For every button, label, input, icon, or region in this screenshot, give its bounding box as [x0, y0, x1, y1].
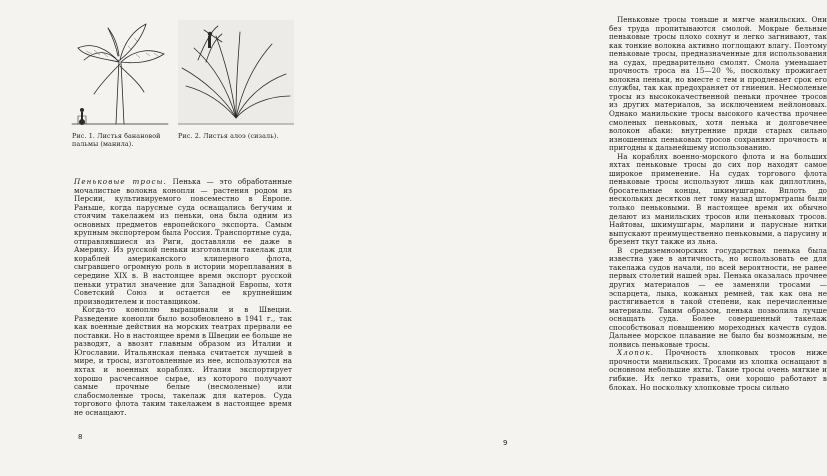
paragraph-navy-usage: На кораблях военно-морского флота и на больших яхтах пеньковые тросы до сих пор находят самое широкое применение. На судах торгового флота пеньковые тросы используют лишь как диплотлинь, бросательные концы, шкимушгары. Вплоть до нескольких десятков лет тому назад штормтрапы были только пеньковыми. В настоящее время их обычно делают из манильских тросов или пеньковых тросов. Найтовы, шкимушгары, марлини и парусные нитки выпускают преимущественно пеньковыми, а парусину и брезент ткут также из льна.: [609, 151, 827, 247]
figure-2: [178, 20, 294, 141]
paragraph-hemp-ropes: Пеньковые тросы. Пенька — это обработанные мочалистые волокна конопли — растения родом из Персии, культивируемого повсеместно в Европе. Раньше, когда парусные суда оснащались бегучим и стоячим такелажем из пеньки, она была одним из основных предметов европейского экспорта. Самым крупным экспортером была Россия. Транспортные суда, отправлявшиеся из Риги, доставляли ее даже в Америку. Из русской пеньки изготовляли такелаж для кораблей американского клиперного флота, сыгравшего огромную роль в истории мореплавания в середине XIX в. В настоящее время экспорт русской пеньки утратил значение для Западной Европы, хотя Советский Союз и остается ее крупнейшим производителем и поставщиком.: [74, 177, 292, 306]
figure-1-caption: Рис. 1. Листья банановой пальмы (манила).: [72, 132, 161, 148]
paragraph-hemp-properties: Пеньковые тросы тоньше и мягче манильских. Они без труда пропитываются смолой. Мокрые бельные пеньковые тросы плохо сохнут и легко загнивают, так как тонкие волокна активно поглощают влагу. Поэтому пеньковые тросы, предназначенные для использования на судах, предварительно смолят. Смола уменьшает прочность троса на 15—20 %, поскольку прожигает волокна пеньки, но вместе с тем и продлевает срок его службы, так как предохраняет от гниения. Несмоленые тросы из высококачественной пеньки прочнее тросов из других материалов, за исключением нейлоновых. Однако манильские тросы высокого качества прочнее смоленых пеньковых, хотя пенька и долговечнее волокон абаки: внутренние пряди старых сильно изношенных пеньковых тросов сохраняют прочность и пригодны к дальнейшему использованию.: [609, 15, 827, 153]
figure-1: [72, 20, 168, 148]
paragraph-cotton: Хлопок. Прочность хлопковых тросов ниже прочности манильских. Тросами из хлопка оснащают в основном небольшие яхты. Такие тросы очень мягкие и гибкие. Их легко травить, они хорошо работают в блоках. Но поскольку хлопковые тросы сильно: [609, 348, 827, 392]
aloe-agave-illustration: [178, 20, 294, 130]
left-page: [0, 0, 300, 476]
figure-2-caption: Рис. 2. Листья алоэ (сизаль).: [178, 132, 279, 140]
right-page: [300, 0, 827, 476]
figures-row: [72, 20, 294, 200]
right-column-text: [609, 16, 827, 392]
page-number-right: 9: [503, 439, 508, 447]
section-keyword-cotton: Хлопок.: [617, 348, 655, 358]
banana-palm-illustration: [72, 20, 168, 130]
section-keyword-hemp: Пеньковые тросы.: [74, 177, 167, 186]
paragraph-mediterranean: В средиземноморских государствах пенька была известна уже в античность, но использовать ее для такелажа судов начали, по всей вероятности, не ранее первых столетий нашей эры. Пенька оказалась прочнее других материалов — ее заменяли тросами — эспарцета, лыка, кожаных ремней, так как она не растягивается в такой степени, как перечисленные материалы. Таким образом, пенька позволила лучше оснащать суда. Более совершенный такелаж способствовал повышению мореходных качеств судов. Дальнее морское плавание не было бы возможным, не появись пеньковые тросы.: [609, 245, 827, 349]
left-column-text: [74, 178, 292, 417]
paragraph-hemp-sweden: Когда-то коноплю выращивали и в Швеции. Разведение конопли было возобновлено в 1941 г., так как военные действия на морских театрах прервали ее поставки. Но в настоящее время в Швеции ее больше не разводят, а ввозят главным образом из Италии и Югославии. Итальянская пенька считается лучшей в мире, и тросы, изготовленные из нее, используются на яхтах и военных кораблях. Италия экспортирует хорошо расчесанное сырье, из которого получают самые прочные белые (несмоленые) или слабосмоленые тросы, такелаж для катеров. Суда торгового флота таким такелажем в настоящее время не оснащают.: [74, 305, 292, 417]
page-number-left: 8: [78, 433, 83, 441]
